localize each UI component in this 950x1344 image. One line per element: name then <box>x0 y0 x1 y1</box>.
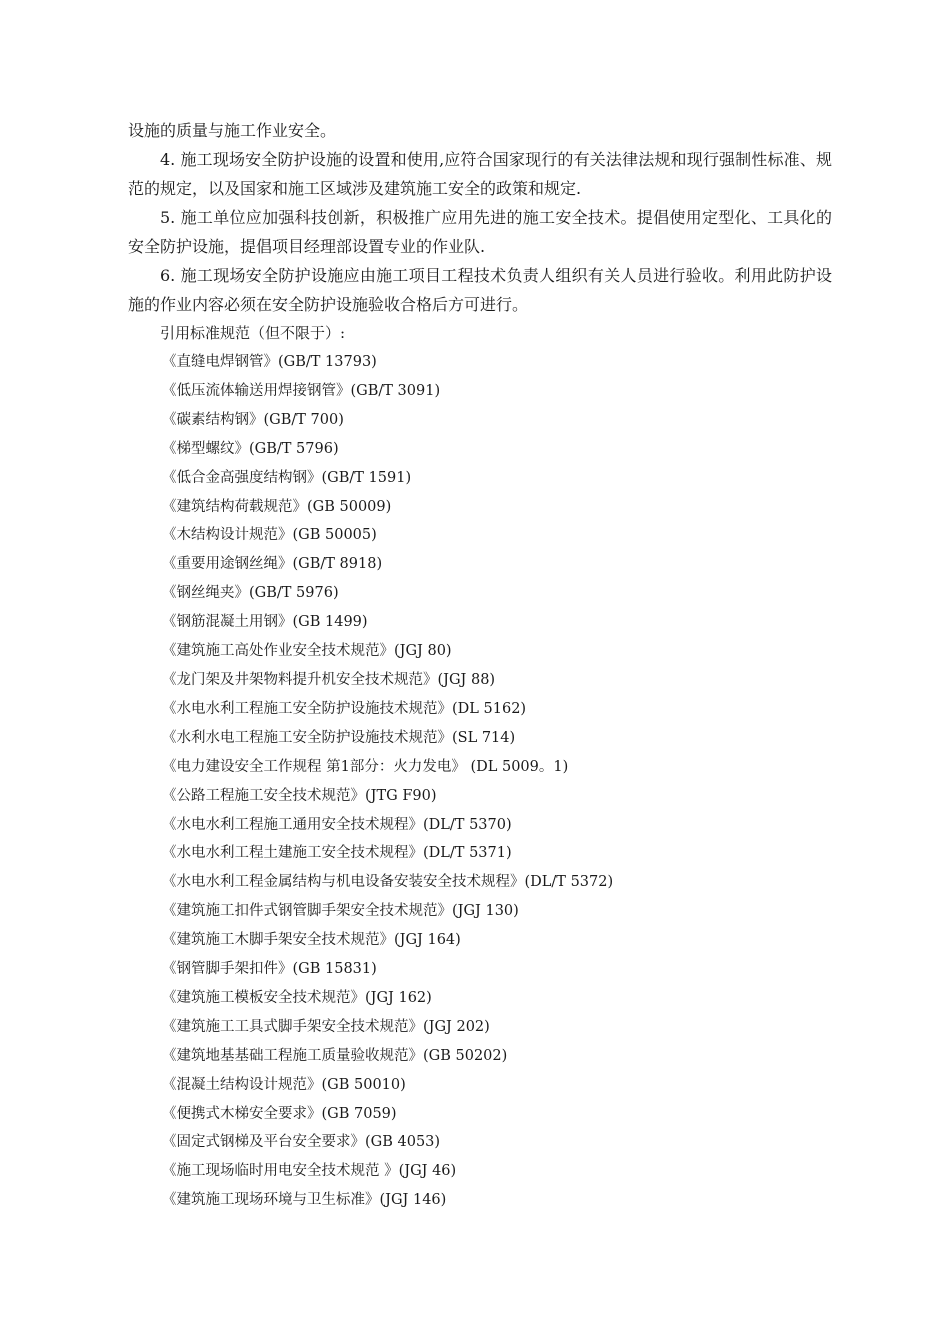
reference-item: 《建筑结构荷载规范》(GB 50009) <box>162 498 392 515</box>
reference-item: 《钢管脚手架扣件》(GB 15831) <box>162 961 377 978</box>
document-page <box>128 116 832 1215</box>
reference-item: 《建筑施工高处作业安全技术规范》(JGJ 80) <box>162 643 452 660</box>
reference-item: 《低压流体输送用焊接钢管》(GB/T 3091) <box>162 382 441 399</box>
reference-item: 《水电水利工程施工安全防护设施技术规范》(DL 5162) <box>162 700 527 717</box>
reference-item: 《水利水电工程施工安全防护设施技术规范》(SL 714) <box>162 729 516 746</box>
paragraph-item-6: 6. 施工现场安全防护设施应由施工项目工程技术负责人组织有关人员进行验收。利用此防护设施的作业内容必须在安全防护设施验收合格后方可进行。 <box>128 266 832 314</box>
reference-item: 《钢筋混凝土用钢》(GB 1499) <box>162 614 368 631</box>
paragraph-continuation: 设施的质量与施工作业安全。 <box>128 121 337 140</box>
paragraph-item-5: 5. 施工单位应加强科技创新，积极推广应用先进的施工安全技术。提倡使用定型化、工具化的安全防护设施，提倡项目经理部设置专业的作业队. <box>128 208 832 256</box>
reference-item: 《建筑施工现场环境与卫生标准》(JGJ 146) <box>162 1192 447 1209</box>
reference-item: 《建筑地基基础工程施工质量验收规范》(GB 50202) <box>162 1047 508 1064</box>
reference-item: 《低合金高强度结构钢》(GB/T 1591) <box>162 469 412 486</box>
reference-item: 《直缝电焊钢管》(GB/T 13793) <box>162 354 377 370</box>
reference-item: 《建筑施工模板安全技术规范》(JGJ 162) <box>162 989 432 1006</box>
reference-item: 《龙门架及井架物料提升机安全技术规范》(JGJ 88) <box>162 671 496 688</box>
reference-item: 《木结构设计规范》(GB 50005) <box>162 527 377 544</box>
references-heading: 引用标准规范（但不限于）: <box>160 324 346 342</box>
reference-item: 《电力建设安全工作规程 第1部分：火力发电》 (DL 5009。1) <box>162 758 569 775</box>
reference-item: 《固定式钢梯及平台安全要求》(GB 4053) <box>162 1134 441 1151</box>
reference-item: 《建筑施工工具式脚手架安全技术规范》(JGJ 202) <box>162 1018 490 1035</box>
reference-item: 《梯型螺纹》(GB/T 5796) <box>162 440 339 457</box>
reference-item: 《建筑施工扣件式钢管脚手架安全技术规范》(JGJ 130) <box>162 903 519 920</box>
reference-item: 《水电水利工程土建施工安全技术规程》(DL/T 5371) <box>162 845 512 862</box>
reference-item: 《便携式木梯安全要求》(GB 7059) <box>162 1105 397 1122</box>
reference-item: 《公路工程施工安全技术规范》(JTG F90) <box>162 787 437 804</box>
reference-item: 《施工现场临时用电安全技术规范 》(JGJ 46) <box>162 1163 457 1180</box>
reference-item: 《建筑施工木脚手架安全技术规范》(JGJ 164) <box>162 932 461 949</box>
reference-item: 《水电水利工程金属结构与机电设备安装安全技术规程》(DL/T 5372) <box>162 874 614 891</box>
reference-item: 《钢丝绳夹》(GB/T 5976) <box>162 585 339 602</box>
reference-item: 《水电水利工程施工通用安全技术规程》(DL/T 5370) <box>162 816 512 833</box>
body-paragraphs <box>128 116 832 319</box>
reference-item: 《碳素结构钢》(GB/T 700) <box>162 411 344 428</box>
reference-item: 《重要用途钢丝绳》(GB/T 8918) <box>162 556 383 573</box>
reference-item: 《混凝土结构设计规范》(GB 50010) <box>162 1076 406 1093</box>
paragraph-item-4: 4. 施工现场安全防护设施的设置和使用,应符合国家现行的有关法律法规和现行强制性标准、规范的规定，以及国家和施工区域涉及建筑施工安全的政策和规定. <box>128 150 832 198</box>
references-list <box>128 348 832 1215</box>
